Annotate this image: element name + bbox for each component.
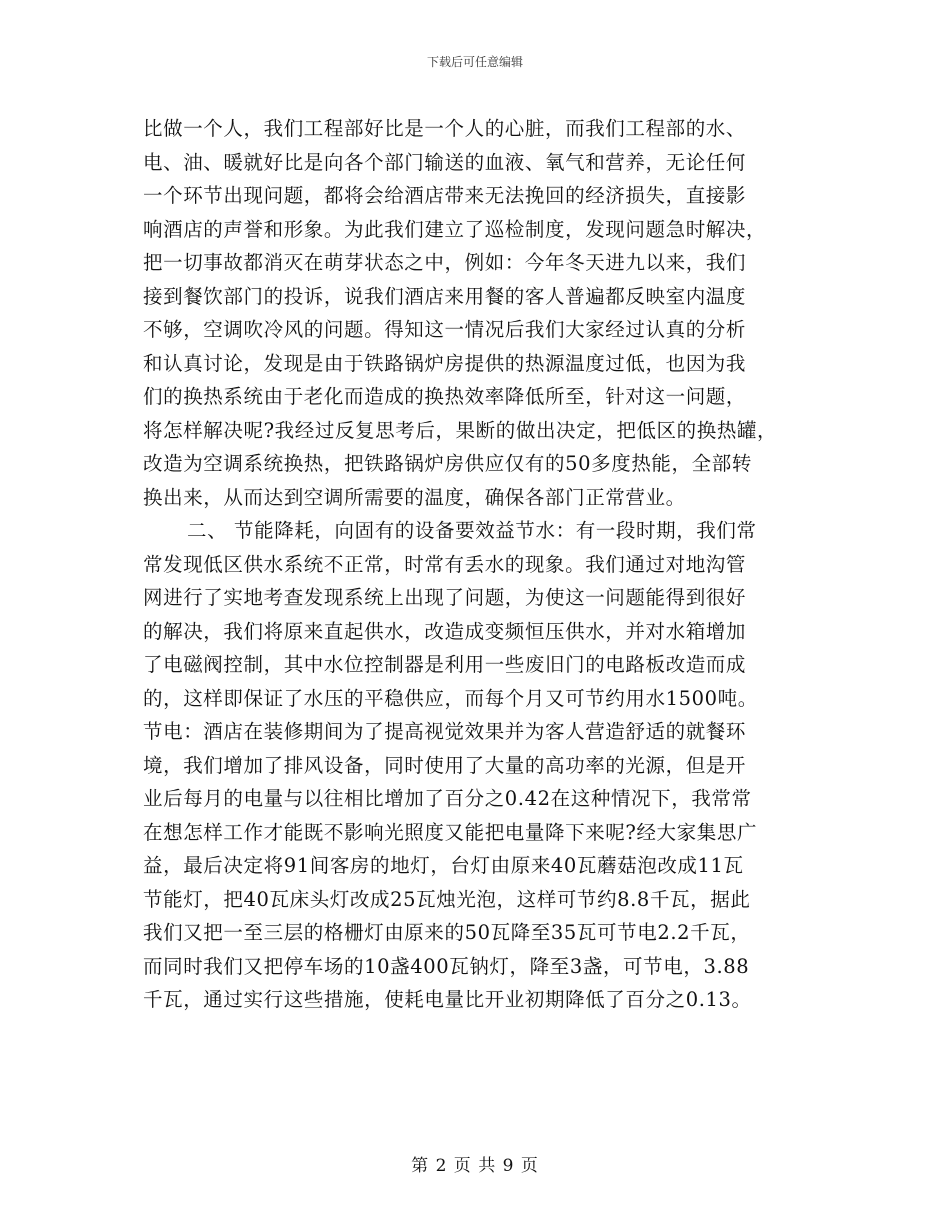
- text-line: 不够，空调吹冷风的问题。得知这一情况后我们大家经过认真的分析: [143, 318, 747, 341]
- text-line: 千瓦，通过实行这些措施，使耗电量比开业初期降低了百分之0.13。: [143, 988, 752, 1011]
- document-body: [143, 112, 815, 1017]
- text-line: 常发现低区供水系统不正常，时常有丢水的现象。我们通过对地沟管: [143, 552, 747, 576]
- section-heading-line: 二、 节能降耗，向固有的设备要效益节水：有一段时期，我们常: [187, 519, 757, 542]
- text-line: 改造为空调系统换热，把铁路锅炉房供应仅有的50多度热能，全部转: [143, 452, 752, 475]
- text-line: 将怎样解决呢?我经过反复思考后，果断的做出决定，把低区的换热罐，: [143, 418, 778, 442]
- text-line: 网进行了实地考查发现系统上出现了问题，为使这一问题能得到很好: [143, 586, 747, 609]
- text-line: 的，这样即保证了水压的平稳供应，而每个月又可节约用水1500吨。: [143, 686, 758, 710]
- text-line: 节电：酒店在装修期间为了提高视觉效果并为客人营造舒适的就餐环: [143, 720, 747, 743]
- text-line: 接到餐饮部门的投诉，说我们酒店来用餐的客人普遍都反映室内温度: [143, 284, 747, 308]
- text-line: 响酒店的声誉和形象。为此我们建立了巡检制度，发现问题急时解决，: [143, 217, 767, 241]
- text-line: 一个环节出现问题，都将会给酒店带来无法挽回的经济损失，直接影: [143, 184, 747, 207]
- text-line: 在想怎样工作才能既不影响光照度又能把电量降下来呢?经大家集思广: [143, 820, 758, 844]
- text-line: 节能灯，把40瓦床头灯改成25瓦烛光泡，这样可节约8.8千瓦，据此: [143, 887, 751, 911]
- text-line: 和认真讨论，发现是由于铁路锅炉房提供的热源温度过低，也因为我: [143, 351, 747, 375]
- text-line: 益，最后决定将91间客房的地灯，台灯由原来40瓦蘑菇泡改成11瓦: [143, 854, 744, 877]
- text-line: 境，我们增加了排风设备，同时使用了大量的高功率的光源，但是开: [143, 753, 747, 777]
- text-line: 业后每月的电量与以往相比增加了百分之0.42在这种情况下，我常常: [143, 787, 752, 810]
- text-line: 们的换热系统由于老化而造成的换热效率降低所至，针对这一问题，: [143, 385, 747, 408]
- text-line: 而同时我们又把停车场的10盏400瓦钠灯，降至3盏，可节电，3.88: [143, 954, 750, 978]
- text-line: 我们又把一至三层的格栅灯由原来的50瓦降至35瓦可节电2.2千瓦，: [143, 921, 751, 944]
- text-line: 比做一个人，我们工程部好比是一个人的心脏，而我们工程部的水、: [143, 117, 747, 140]
- text-line: 电、油、暖就好比是向各个部门输送的血液、氧气和营养，无论任何: [143, 150, 747, 174]
- page-header: 下载后可任意编辑: [426, 55, 523, 69]
- text-line: 换出来，从而达到空调所需要的温度，确保各部门正常营业。: [143, 485, 686, 509]
- text-line: 的解决，我们将原来直起供水，改造成变频恒压供水，并对水箱增加: [143, 619, 747, 643]
- text-line: 把一切事故都消灭在萌芽状态之中，例如：今年冬天进九以来，我们: [143, 251, 747, 274]
- page-number-footer: 第 2 页 共 9 页: [411, 1156, 539, 1176]
- text-line: 了电磁阀控制，其中水位控制器是利用一些废旧门的电路板改造而成: [143, 653, 747, 676]
